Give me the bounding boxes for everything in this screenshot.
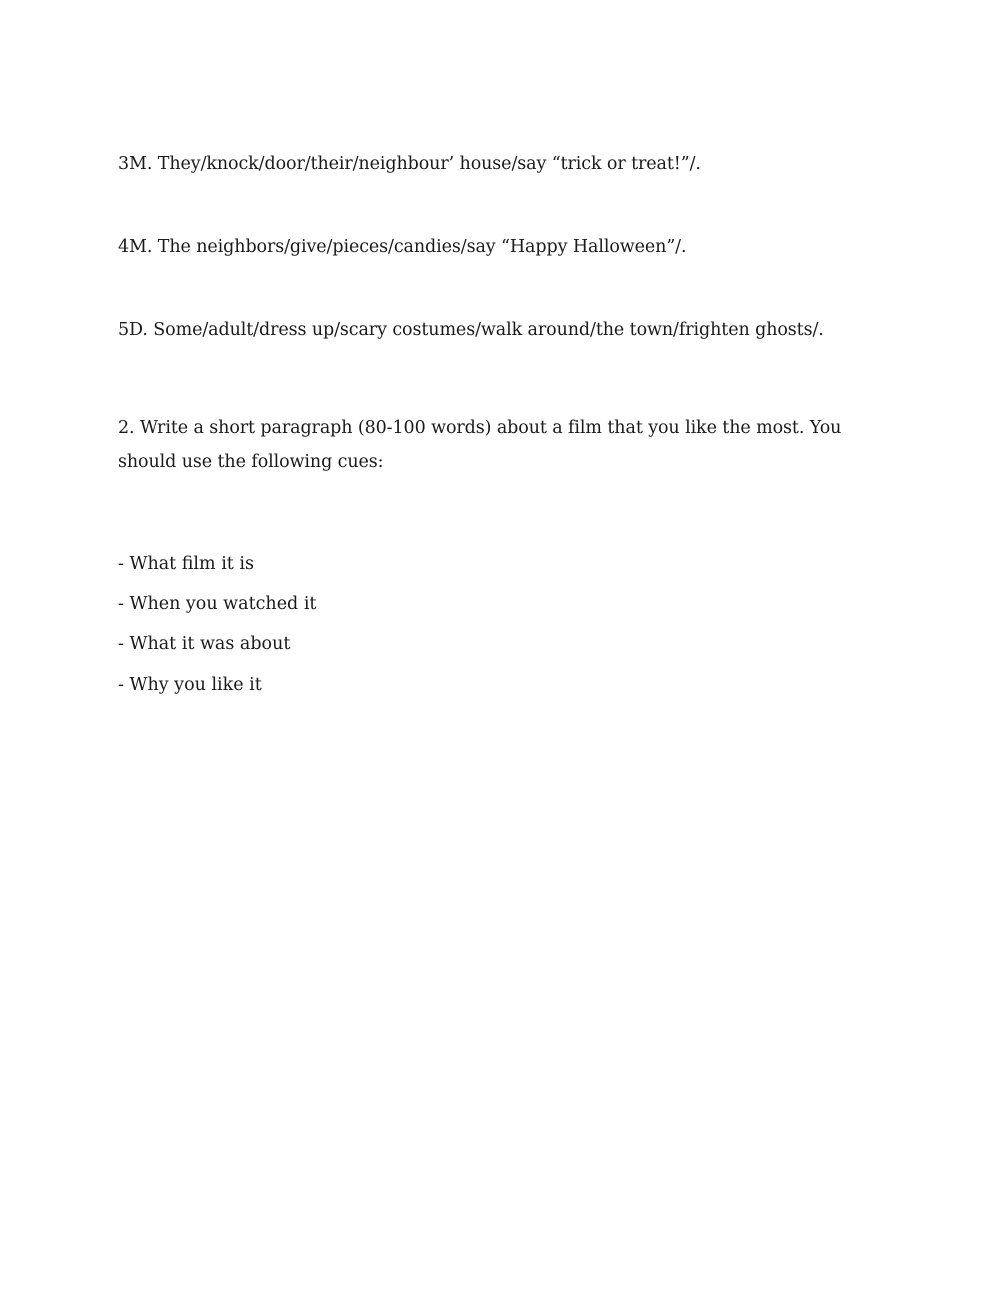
cue-item: - What it was about (118, 634, 291, 654)
sentence-4m: 4M. The neighbors/give/pieces/candies/say “Happy Halloween”/. (118, 237, 687, 257)
cue-item: - Why you like it (118, 675, 262, 695)
cue-item: - What film it is (118, 554, 254, 574)
task-2-prompt: 2. Write a short paragraph (80-100 words) about a film that you like the most. You should use the following cues: (118, 418, 842, 472)
cue-item: - When you watched it (118, 594, 317, 614)
sentence-5d: 5D. Some/adult/dress up/scary costumes/walk around/the town/frighten ghosts/. (118, 320, 824, 340)
sentence-3m: 3M. They/knock/door/their/neighbour’ house/say “trick or treat!”/. (118, 154, 701, 174)
